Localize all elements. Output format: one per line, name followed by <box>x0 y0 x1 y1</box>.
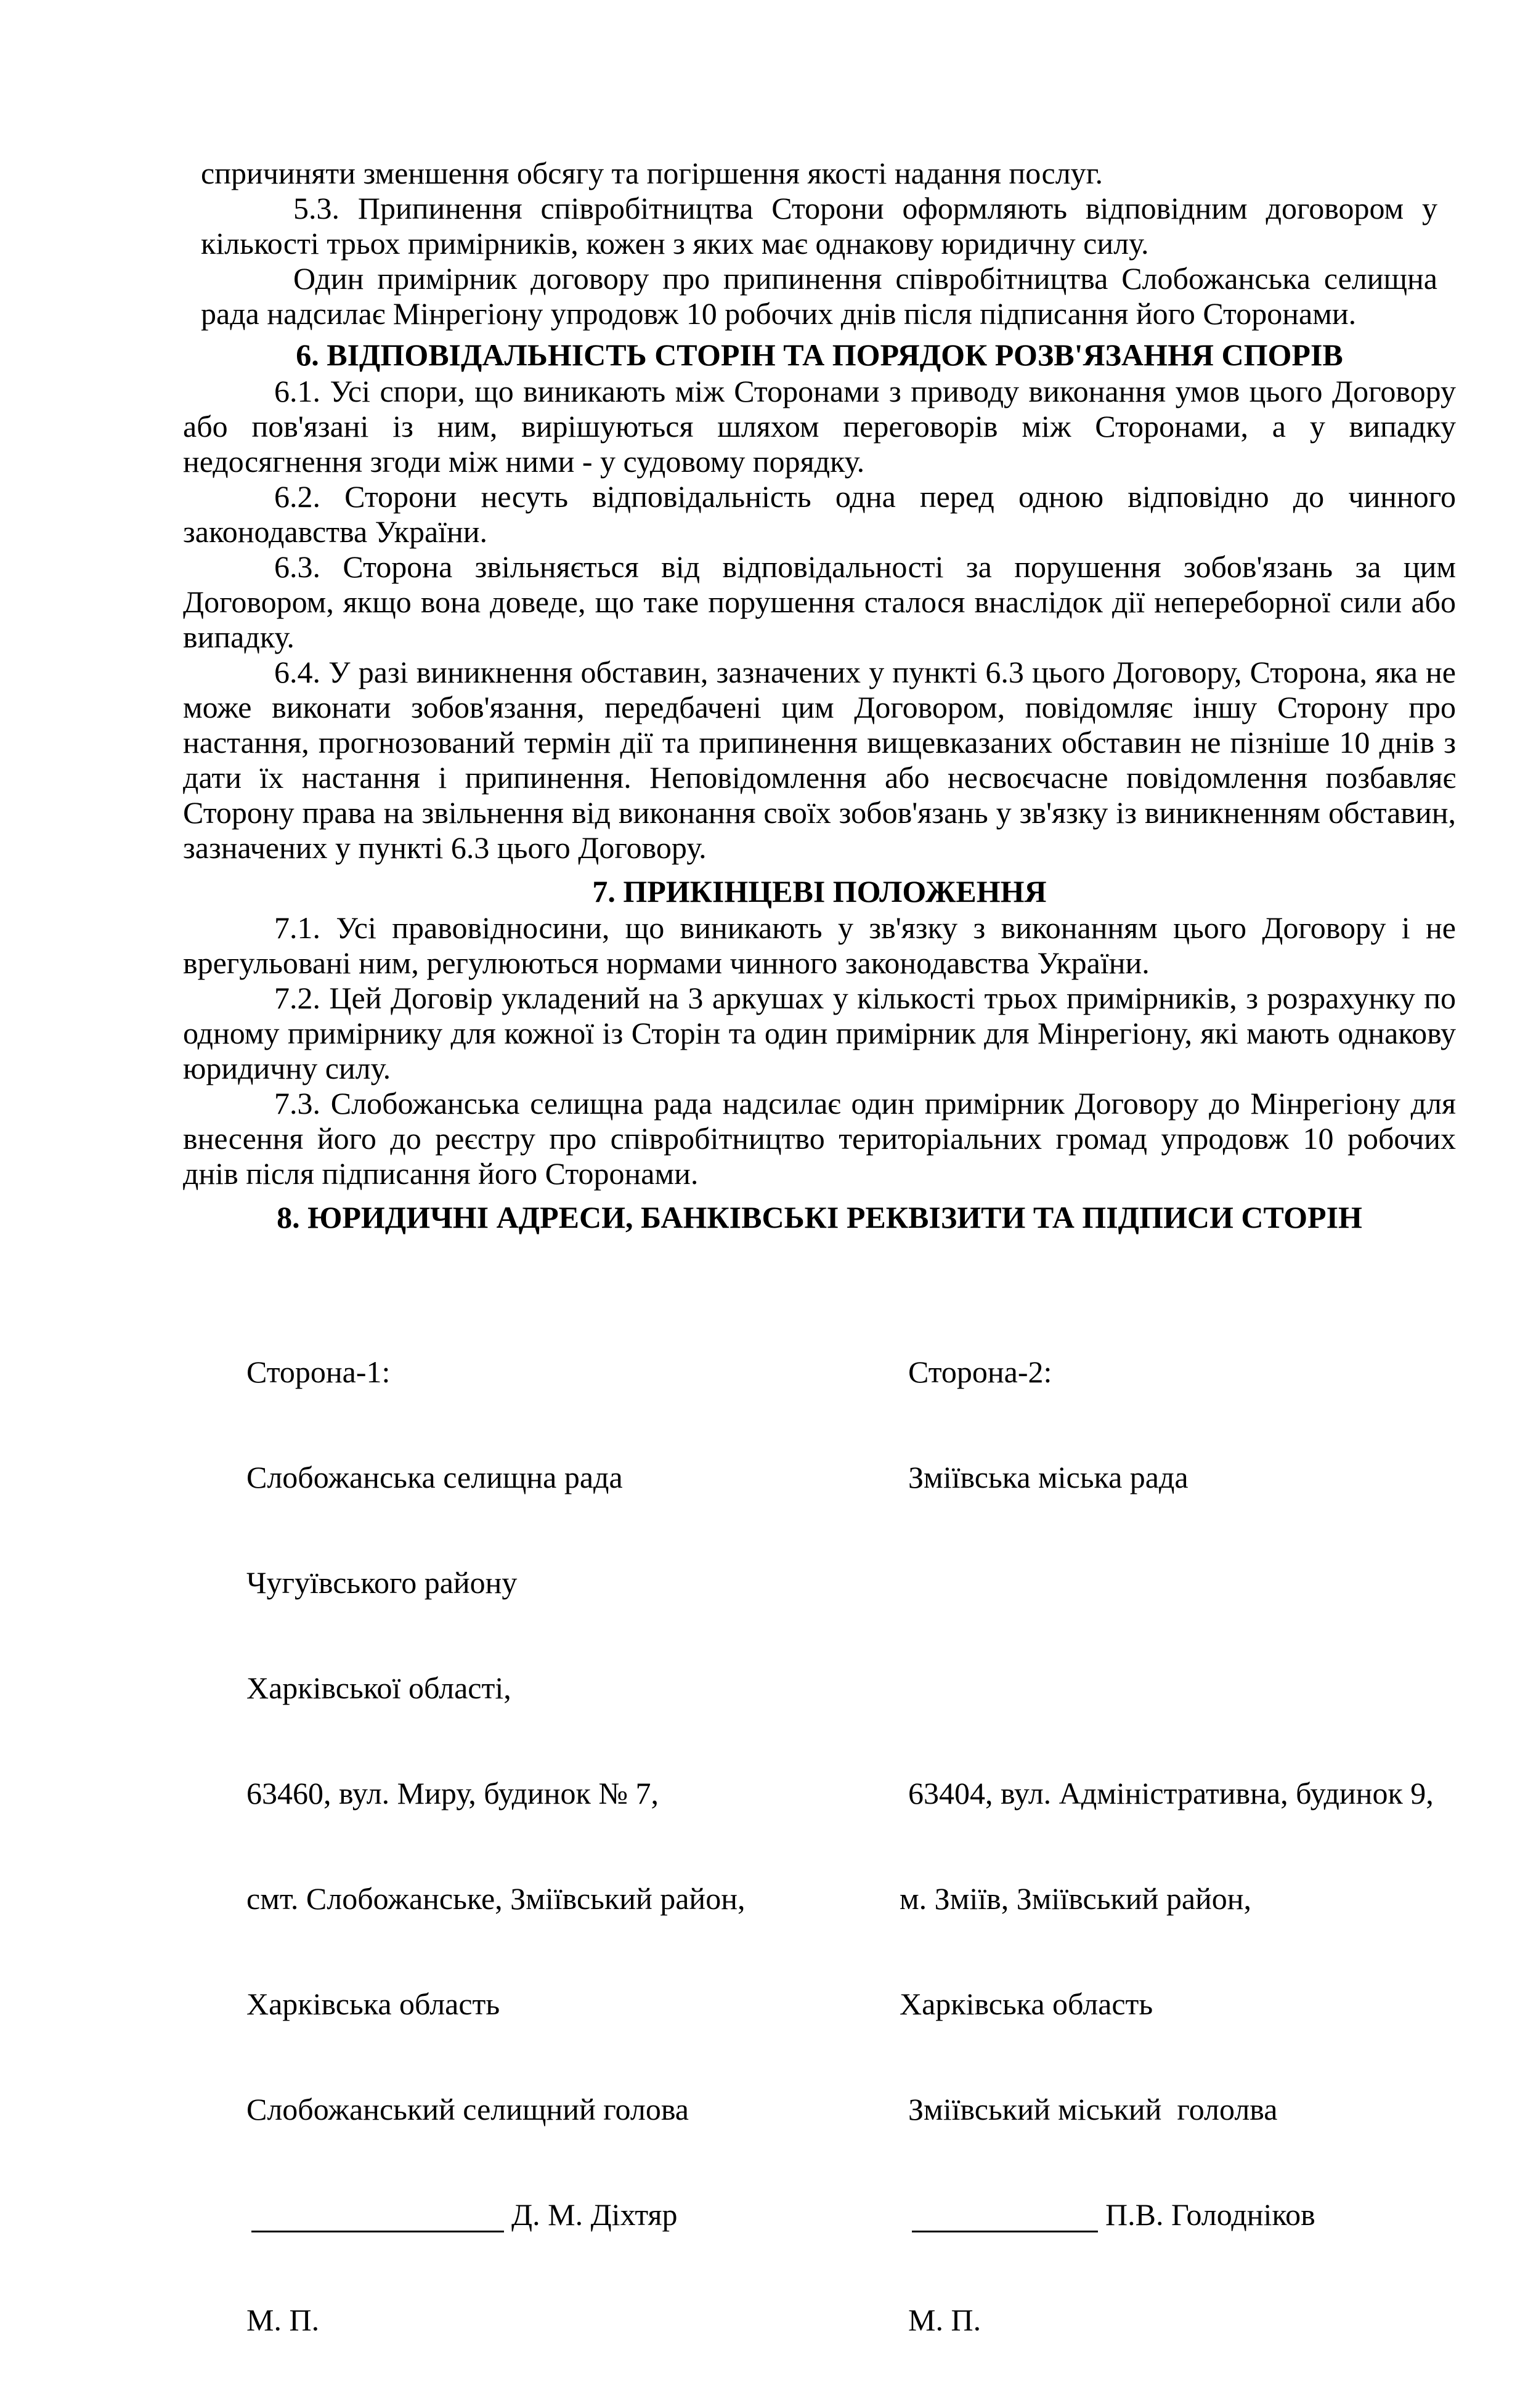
party-2-signature-line <box>908 2197 1434 2232</box>
party-1-oblast: Харківська область <box>246 1987 500 2021</box>
party-2-name: Зміївська міська рада <box>908 1460 1189 1494</box>
party-2-settlement: м. Зміїв, Зміївський район, <box>900 1881 1252 1916</box>
section-6-heading: 6. ВІДПОВІДАЛЬНІСТЬ СТОРІН ТА ПОРЯДОК РОЗВ'ЯЗАННЯ СПОРІВ <box>296 338 1343 372</box>
party-1-settlement: смт. Слобожанське, Зміївський район, <box>246 1881 746 1916</box>
party-2-oblast: Харківська область <box>900 1987 1153 2021</box>
party-1-signature-field <box>251 2203 504 2232</box>
party-1-label: Сторона-1: <box>246 1355 391 1389</box>
clause-7-1: 7.1. Усі правовідносини, що виникають у зв'язку з виконанням цього Договору і не врегульовані ним, регулюються нормами чинного законодавства України. <box>183 910 1456 980</box>
party-2-stamp: М. П. <box>908 2303 981 2337</box>
party-2-district <box>908 1565 1434 1600</box>
party-2-region <box>908 1671 1434 1706</box>
section-7-heading: 7. ПРИКІНЦЕВІ ПОЛОЖЕННЯ <box>592 874 1047 909</box>
party-1-stamp: М. П. <box>246 2303 320 2337</box>
clause-7-2: 7.2. Цей Договір укладений на 3 аркушах у кількості трьох примірників, з розрахунку по одному примірнику для кожної із Сторін та один примірник для Мінрегіону, які мають однакову юридичну силу. <box>183 981 1456 1085</box>
party-1-details <box>246 1284 745 2408</box>
clause-5-3-extra: Один примірник договору про припинення співробітництва Слобожанська селищна рада надсилає Мінрегіону упродовж 10 робочих днів після підписання його Сторонами. <box>201 261 1437 331</box>
section-5-continuation: спричиняти зменшення обсягу та погіршення якості надання послуг. <box>201 156 1103 190</box>
party-2-signatory: П.В. Голодніков <box>1105 2197 1315 2232</box>
clause-7-3: 7.3. Слобожанська селищна рада надсилає один примірник Договору до Мінрегіону для внесення його до реєстру про співробітництво територіальних громад упродовж 10 робочих днів після підписання його Сторонами. <box>183 1086 1456 1191</box>
party-2-position: Зміївський міський гололва <box>908 2092 1278 2126</box>
clause-6-3: 6.3. Сторона звільняється від відповідальності за порушення зобов'язань за цим Договором, якщо вона доведе, що таке порушення сталося внаслідок дії непереборної сили або випадку. <box>183 549 1456 654</box>
party-1-address: 63460, вул. Миру, будинок № 7, <box>246 1776 659 1810</box>
clause-5-3: 5.3. Припинення співробітництва Сторони оформляють відповідним договором у кількості трьох примірників, кожен з яких має однакову юридичну силу. <box>201 191 1437 261</box>
clause-6-2: 6.2. Сторони несуть відповідальність одна перед одною відповідно до чинного законодавства України. <box>183 479 1456 549</box>
party-1-district: Чугуївського району <box>246 1565 518 1600</box>
party-2-signature-field <box>912 2203 1098 2232</box>
party-1-region: Харківської області, <box>246 1671 511 1705</box>
party-1-position: Слобожанський селищний голова <box>246 2092 689 2126</box>
party-2-address: 63404, вул. Адміністративна, будинок 9, <box>908 1776 1434 1810</box>
clause-6-4: 6.4. У разі виникнення обставин, зазначених у пункті 6.3 цього Договору, Сторона, яка не може виконати зобов'язання, передбачені цим Договором, повідомляє іншу Сторону про настання, прогнозований термін дії та припинення вищевказаних обставин не пізніше 10 днів з дати їх настання і припинення. Неповідомлення або несвоєчасне повідомлення позбавляє Сторону права на звільнення від виконання своїх зобов'язань у зв'язку із виникненням обставин, зазначених у пункті 6.3 цього Договору. <box>183 655 1456 865</box>
section-8-heading: 8. ЮРИДИЧНІ АДРЕСИ, БАНКІВСЬКІ РЕКВІЗИТИ ТА ПІДПИСИ СТОРІН <box>277 1200 1362 1234</box>
party-2-details <box>900 1284 1434 2408</box>
clause-6-1: 6.1. Усі спори, що виникають між Сторонами з приводу виконання умов цього Договору або пов'язані із ним, вирішуються шляхом переговорів між Сторонами, а у випадку недосягнення згоди між ними - у судовому порядку. <box>183 374 1456 479</box>
party-2-label: Сторона-2: <box>908 1355 1052 1389</box>
party-1-name: Слобожанська селищна рада <box>246 1460 623 1494</box>
document-body <box>183 333 1456 1239</box>
section-5-tail <box>201 156 1437 331</box>
party-1-signatory: Д. М. Діхтяр <box>511 2197 678 2232</box>
party-1-signature-line <box>246 2197 745 2232</box>
